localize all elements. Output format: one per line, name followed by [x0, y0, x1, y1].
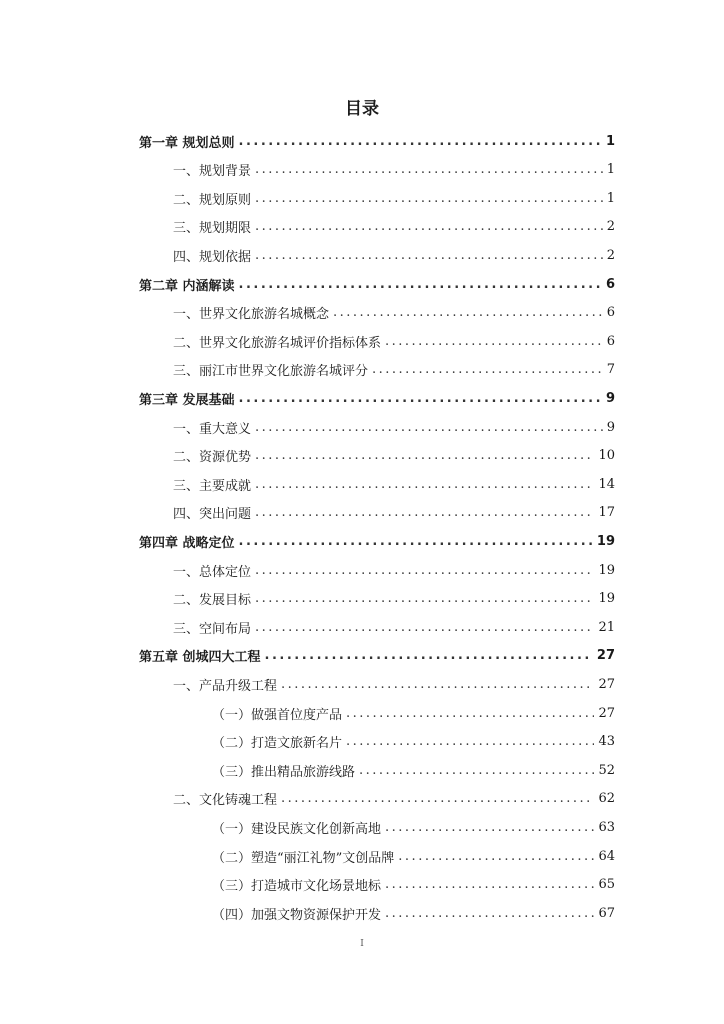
toc-section-entry[interactable] [173, 670, 615, 698]
dot-leader [255, 162, 603, 177]
toc-entry-page-number: 14 [598, 476, 615, 492]
dot-leader [281, 677, 594, 692]
dot-leader [385, 820, 594, 835]
dot-leader [265, 648, 593, 663]
dot-leader [385, 906, 594, 921]
toc-entry-page-number: 52 [598, 762, 615, 778]
page-number-footer: I [360, 939, 364, 949]
toc-entry-page-number: 43 [598, 734, 615, 750]
dot-leader [255, 620, 594, 635]
toc-entry-page-number: 9 [606, 419, 615, 435]
toc-chapter-entry[interactable] [139, 642, 615, 670]
toc-entry-label: 第三章 发展基础 [139, 392, 235, 408]
toc-entry-label: 一、总体定位 [173, 564, 252, 580]
toc-subsection-entry[interactable] [212, 871, 615, 899]
toc-entry-page-number: 19 [598, 591, 615, 607]
toc-section-entry[interactable] [173, 413, 615, 441]
toc-entry-label: 一、规划背景 [173, 164, 252, 180]
dot-leader [255, 248, 603, 263]
toc-entry-page-number: 27 [596, 648, 615, 664]
toc-subsection-entry[interactable] [212, 699, 615, 727]
toc-entry-label: 三、空间布局 [173, 621, 252, 637]
toc-entry-label: 四、规划依据 [173, 249, 252, 265]
dot-leader [239, 391, 602, 406]
toc-section-entry[interactable] [173, 299, 615, 327]
toc-entry-label: （四）加强文物资源保护开发 [212, 907, 382, 923]
toc-entry-page-number: 2 [606, 219, 615, 235]
toc-subsection-entry[interactable] [212, 842, 615, 870]
toc-subsection-entry[interactable] [212, 813, 615, 841]
toc-entry-page-number: 1 [606, 162, 615, 178]
toc-section-entry[interactable] [173, 499, 615, 527]
toc-entry-label: 四、突出问题 [173, 507, 252, 523]
toc-entry-label: 第五章 创城四大工程 [139, 650, 261, 666]
toc-entry-page-number: 62 [598, 791, 615, 807]
dot-leader [372, 362, 603, 377]
dot-leader [346, 706, 594, 721]
dot-leader [239, 134, 602, 149]
toc-chapter-entry[interactable] [139, 527, 615, 555]
toc-entry-label: 二、文化铸魂工程 [173, 793, 278, 809]
toc-section-entry[interactable] [173, 785, 615, 813]
toc-entry-label: 三、丽江市世界文化旅游名城评分 [173, 364, 369, 380]
toc-subsection-entry[interactable] [212, 899, 615, 927]
toc-entry-label: （二）打造文旅新名片 [212, 736, 343, 752]
toc-entry-page-number: 19 [596, 533, 615, 549]
toc-entry-page-number: 6 [606, 305, 615, 321]
dot-leader [346, 734, 594, 749]
toc-entry-page-number: 65 [598, 877, 615, 893]
toc-entry-page-number: 10 [598, 448, 615, 464]
dot-leader [255, 191, 603, 206]
dot-leader [255, 219, 603, 234]
toc-entry-label: 二、发展目标 [173, 593, 252, 609]
toc-entry-page-number: 9 [605, 390, 615, 406]
toc-section-entry[interactable] [173, 556, 615, 584]
toc-section-entry[interactable] [173, 470, 615, 498]
dot-leader [255, 505, 594, 520]
toc-entry-page-number: 1 [605, 133, 615, 149]
toc-section-entry[interactable] [173, 585, 615, 613]
dot-leader [255, 563, 594, 578]
toc-entry-label: 三、规划期限 [173, 221, 252, 237]
dot-leader [255, 420, 603, 435]
toc-entry-label: （二）塑造“丽江礼物”文创品牌 [212, 850, 395, 866]
toc-entry-page-number: 21 [598, 619, 615, 635]
toc-entry-label: （一）做强首位度产品 [212, 707, 343, 723]
toc-section-entry[interactable] [173, 184, 615, 212]
toc-entry-page-number: 1 [606, 190, 615, 206]
dot-leader [385, 334, 603, 349]
toc-entry-page-number: 19 [598, 562, 615, 578]
toc-subsection-entry[interactable] [212, 756, 615, 784]
dot-leader [255, 448, 594, 463]
toc-chapter-entry[interactable] [139, 270, 615, 298]
toc-chapter-entry[interactable] [139, 384, 615, 412]
toc-entry-label: （一）建设民族文化创新高地 [212, 821, 382, 837]
dot-leader [398, 849, 594, 864]
toc-entry-page-number: 67 [598, 905, 615, 921]
toc-subsection-entry[interactable] [212, 728, 615, 756]
dot-leader [255, 591, 594, 606]
dot-leader [239, 534, 593, 549]
toc-section-entry[interactable] [173, 213, 615, 241]
toc-section-entry[interactable] [173, 356, 615, 384]
toc-entry-page-number: 64 [598, 848, 615, 864]
toc-entry-label: 三、主要成就 [173, 478, 252, 494]
dot-leader [385, 877, 594, 892]
toc-entry-label: 一、重大意义 [173, 421, 252, 437]
toc-entry-page-number: 6 [606, 333, 615, 349]
toc-entry-page-number: 63 [598, 819, 615, 835]
toc-section-entry[interactable] [173, 327, 615, 355]
dot-leader [239, 277, 602, 292]
toc-entry-page-number: 7 [606, 362, 615, 378]
toc-entry-label: （三）打造城市文化场景地标 [212, 879, 382, 895]
toc-entry-page-number: 17 [598, 505, 615, 521]
toc-section-entry[interactable] [173, 156, 615, 184]
toc-entry-label: （三）推出精品旅游线路 [212, 764, 356, 780]
toc-entry-label: 第一章 规划总则 [139, 135, 235, 151]
toc-entry-page-number: 27 [598, 705, 615, 721]
toc-entry-label: 二、规划原则 [173, 192, 252, 208]
toc-entry-page-number: 6 [605, 276, 615, 292]
toc-entry-label: 二、资源优势 [173, 450, 252, 466]
dot-leader [281, 791, 594, 806]
dot-leader [255, 477, 594, 492]
toc-entry-page-number: 27 [598, 676, 615, 692]
page-title: 目录 [345, 99, 379, 119]
dot-leader [359, 763, 594, 778]
toc-entry-label: 一、世界文化旅游名城概念 [173, 307, 330, 323]
toc-chapter-entry[interactable] [139, 127, 615, 155]
dot-leader [333, 305, 603, 320]
toc-entry-page-number: 2 [606, 247, 615, 263]
toc-entry-label: 二、世界文化旅游名城评价指标体系 [173, 335, 382, 351]
toc-section-entry[interactable] [173, 241, 615, 269]
toc-section-entry[interactable] [173, 442, 615, 470]
toc-entry-label: 一、产品升级工程 [173, 678, 278, 694]
toc-section-entry[interactable] [173, 613, 615, 641]
toc-entry-label: 第四章 战略定位 [139, 535, 235, 551]
toc-entry-label: 第二章 内涵解读 [139, 278, 235, 294]
